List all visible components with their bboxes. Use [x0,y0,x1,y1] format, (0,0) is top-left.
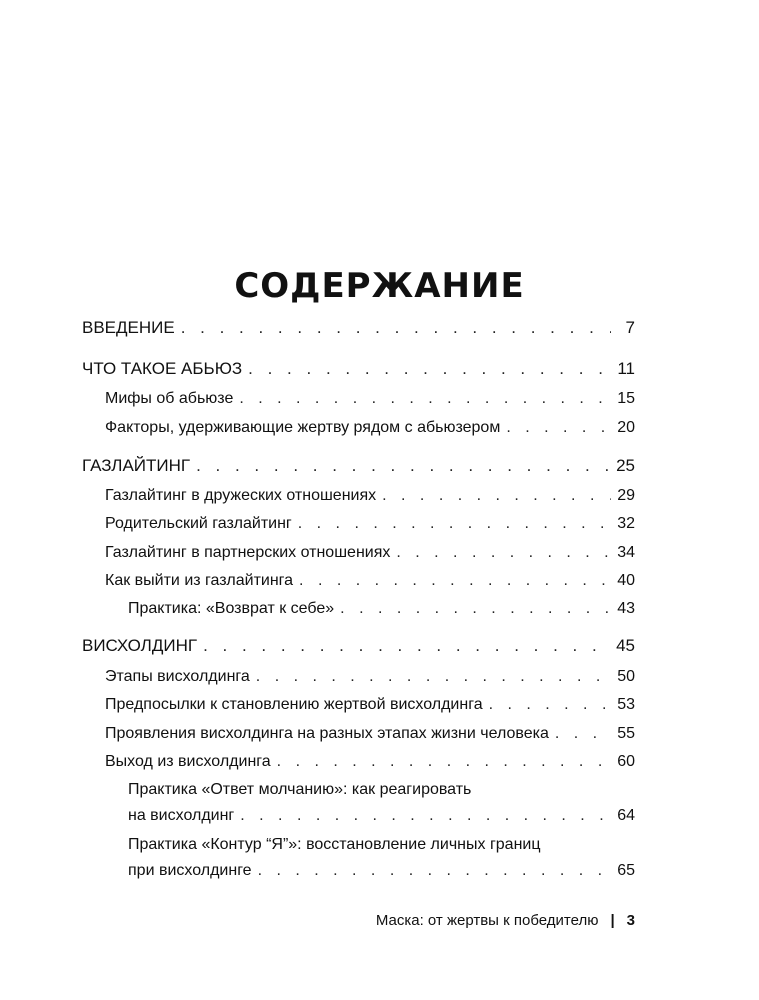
toc-entry-page: 20 [617,419,635,436]
toc-entry-label: Этапы висхолдинга [105,668,250,685]
toc-entry-label: Газлайтинг в дружеских отношениях [105,487,377,504]
toc-entry-practice-return [128,599,635,619]
toc-entry-what-is-abuse [82,359,635,379]
toc-entry-page: 65 [617,862,635,879]
toc-entry-introduction [82,318,635,338]
dot-leader [258,861,611,881]
toc-entry-page: 40 [617,572,635,589]
dot-leader [181,318,611,338]
toc-entry-page: 50 [617,668,635,685]
toc-entry-label: ВВЕДЕНИЕ [82,318,175,337]
dot-leader [340,599,611,619]
toc-entry-page: 43 [617,600,635,617]
toc-entry-label: Как выйти из газлайтинга [105,572,294,589]
dot-leader [248,359,611,379]
toc-entry-parental-gaslighting [105,514,635,534]
toc-entry-withholding-stages [105,667,635,687]
footer-page-number: 3 [626,912,635,929]
toc-entry-page: 60 [617,753,635,770]
toc-entry-label: на висхолдинг [128,807,235,824]
page-footer [376,912,635,929]
dot-leader [489,695,611,715]
toc-entry-practice-contour-line1: Практика «Контур “Я”»: восстановление личных границ [128,836,541,853]
dot-leader [382,486,611,506]
toc-entry-gaslighting [82,456,635,476]
toc-entry-page: 25 [616,456,635,475]
toc-entry-page: 29 [617,487,635,504]
dot-leader [203,636,610,656]
toc-entry-label: ВИСХОЛДИНГ [82,636,198,655]
toc-entry-label: при висхолдинге [128,862,252,879]
toc-entry-exit-withholding [105,752,635,772]
dot-leader [240,806,611,826]
toc-entry-exit-gaslighting [105,571,635,591]
toc-entry-page: 7 [625,318,635,337]
toc-entry-gaslighting-partners [105,543,635,563]
toc-entry-label: ГАЗЛАЙТИНГ [82,456,191,475]
toc-entry-withholding-prerequisites [105,695,635,715]
toc-entry-label: Факторы, удерживающие жертву рядом с абьюзером [105,419,501,436]
page-title: СОДЕРЖАНИЕ [234,266,525,306]
toc-entry-victim-factors [105,418,635,438]
dot-leader [506,418,611,438]
dot-leader [555,724,611,744]
toc-entry-practice-silence-line1: Практика «Ответ молчанию»: как реагировать [128,781,472,798]
toc-entry-page: 15 [617,390,635,407]
toc-entry-gaslighting-friendship [105,486,635,506]
toc-entry-label: Родительский газлайтинг [105,515,292,532]
footer-separator: | [610,912,615,929]
toc-entry-withholding-manifestations [105,724,635,744]
toc-entry-withholding [82,636,635,656]
dot-leader [277,752,611,772]
toc-entry-label: Практика: «Возврат к себе» [128,600,335,617]
toc-entry-page: 34 [617,544,635,561]
dot-leader [396,543,611,563]
toc-entry-label: Мифы об абьюзе [105,390,234,407]
toc-entry-practice-silence [128,806,635,826]
dot-leader [196,456,610,476]
toc-entry-label: ЧТО ТАКОЕ АБЬЮЗ [82,359,243,378]
dot-leader [239,389,611,409]
toc-entry-abuse-myths [105,389,635,409]
dot-leader [298,514,611,534]
toc-entry-practice-contour [128,861,635,881]
toc-entry-page: 55 [617,725,635,742]
toc-entry-label: Выход из висхолдинга [105,753,271,770]
toc-entry-page: 64 [617,807,635,824]
dot-leader [299,571,611,591]
toc-entry-page: 32 [617,515,635,532]
toc-entry-page: 53 [617,696,635,713]
footer-book-title: Маска: от жертвы к победителю [375,912,599,929]
toc-entry-page: 45 [616,636,635,655]
toc-entry-label: Предпосылки к становлению жертвой висхолдинга [105,696,483,713]
toc-entry-label: Газлайтинг в партнерских отношениях [105,544,391,561]
toc-entry-label: Проявления висхолдинга на разных этапах жизни человека [105,725,549,742]
dot-leader [256,667,611,687]
toc-entry-page: 11 [617,359,635,378]
